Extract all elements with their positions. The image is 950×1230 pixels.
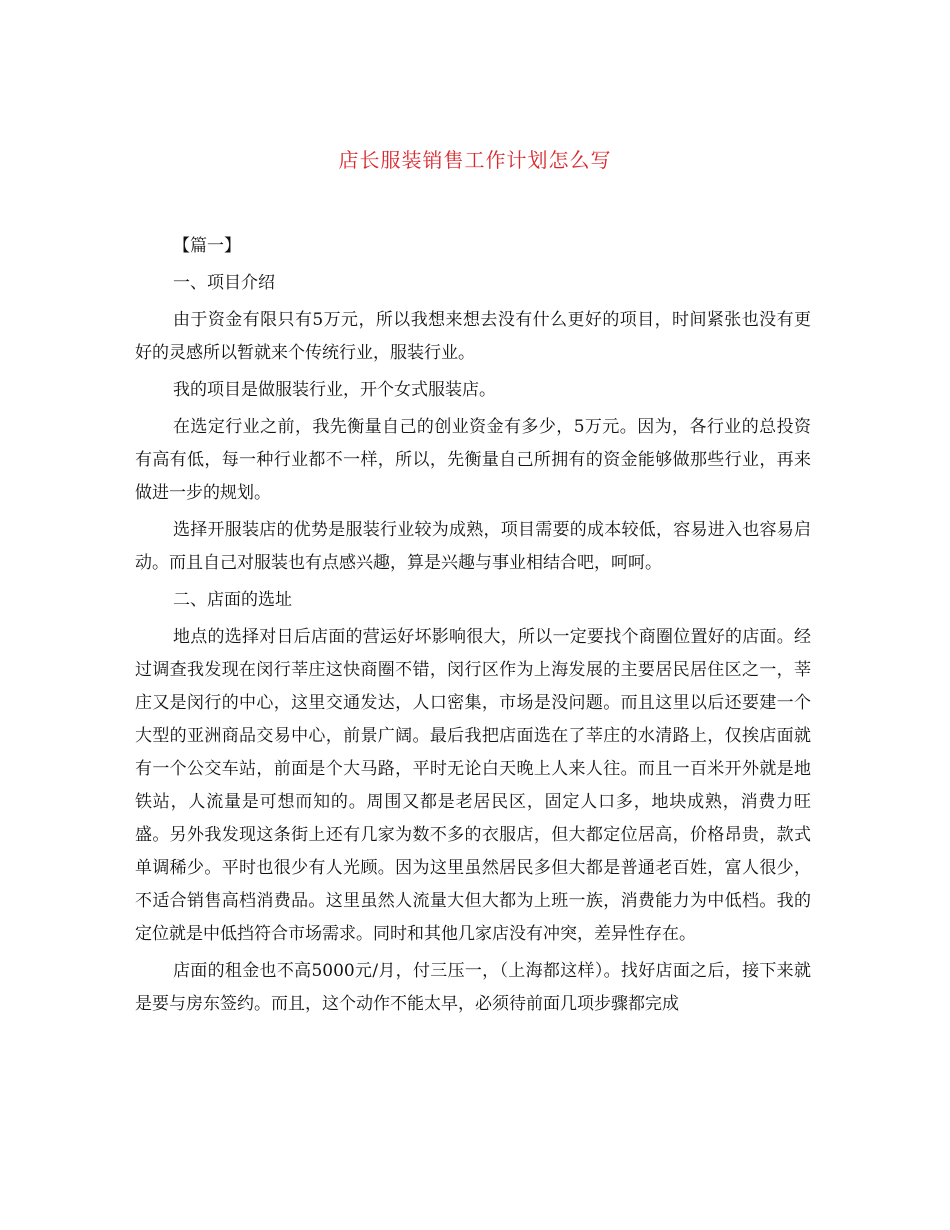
- body-paragraph: 在选定行业之前，我先衡量自己的创业资金有多少，5万元。因为，各行业的总投资有高有低，每一种行业都不一样，所以，先衡量自己所拥有的资金能够做那些行业，再来做进一步的规划。: [135, 417, 811, 503]
- document-body: [135, 230, 811, 1021]
- body-paragraph: 由于资金有限只有5万元，所以我想来想去没有什么更好的项目，时间紧张也没有更好的灵感所以暂就来个传统行业，服装行业。: [135, 310, 811, 363]
- body-paragraph: 我的项目是做服装行业，开个女式服装店。: [173, 380, 496, 400]
- document-title: 店长服装销售工作计划怎么写: [338, 148, 612, 172]
- section-heading: 一、项目介绍: [173, 273, 275, 293]
- body-paragraph: 店面的租金也不高5000元/月，付三压一，（上海都这样）。找好店面之后，接下来就是要与房东签约。而且，这个动作不能太早，必须待前面几项步骤都完成: [135, 961, 811, 1014]
- body-paragraph: 地点的选择对日后店面的营运好坏影响很大，所以一定要找个商圈位置好的店面。经过调查我发现在闵行莘庄这快商圈不错，闵行区作为上海发展的主要居民居住区之一，莘庄又是闵行的中心，这里交通发达，人口密集，市场是没问题。而且这里以后还要建一个大型的亚洲商品交易中心，前景广阔。最后我把店面选在了莘庄的水清路上，仅挨店面就有一个公交车站，前面是个大马路，平时无论白天晚上人来人往。而且一百米开外就是地铁站，人流量是可想而知的。周围又都是老居民区，固定人口多，地块成熟，消费力旺盛。另外我发现这条街上还有几家为数不多的衣服店，但大都定位居高，价格昂贵，款式单调稀少。平时也很少有人光顾。因为这里虽然居民多但大都是普通老百姓，富人很少，不适合销售高档消费品。这里虽然人流量大但大都为上班一族，消费能力为中低档。我的定位就是中低挡符合市场需求。同时和其他几家店没有冲突，差异性存在。: [135, 627, 811, 944]
- section-heading: 二、店面的选址: [173, 590, 292, 610]
- section-label: 【篇一】: [173, 236, 241, 256]
- body-paragraph: 选择开服装店的优势是服装行业较为成熟，项目需要的成本较低，容易进入也容易启动。而且自己对服装也有点感兴趣，算是兴趣与事业相结合吧，呵呵。: [135, 520, 811, 573]
